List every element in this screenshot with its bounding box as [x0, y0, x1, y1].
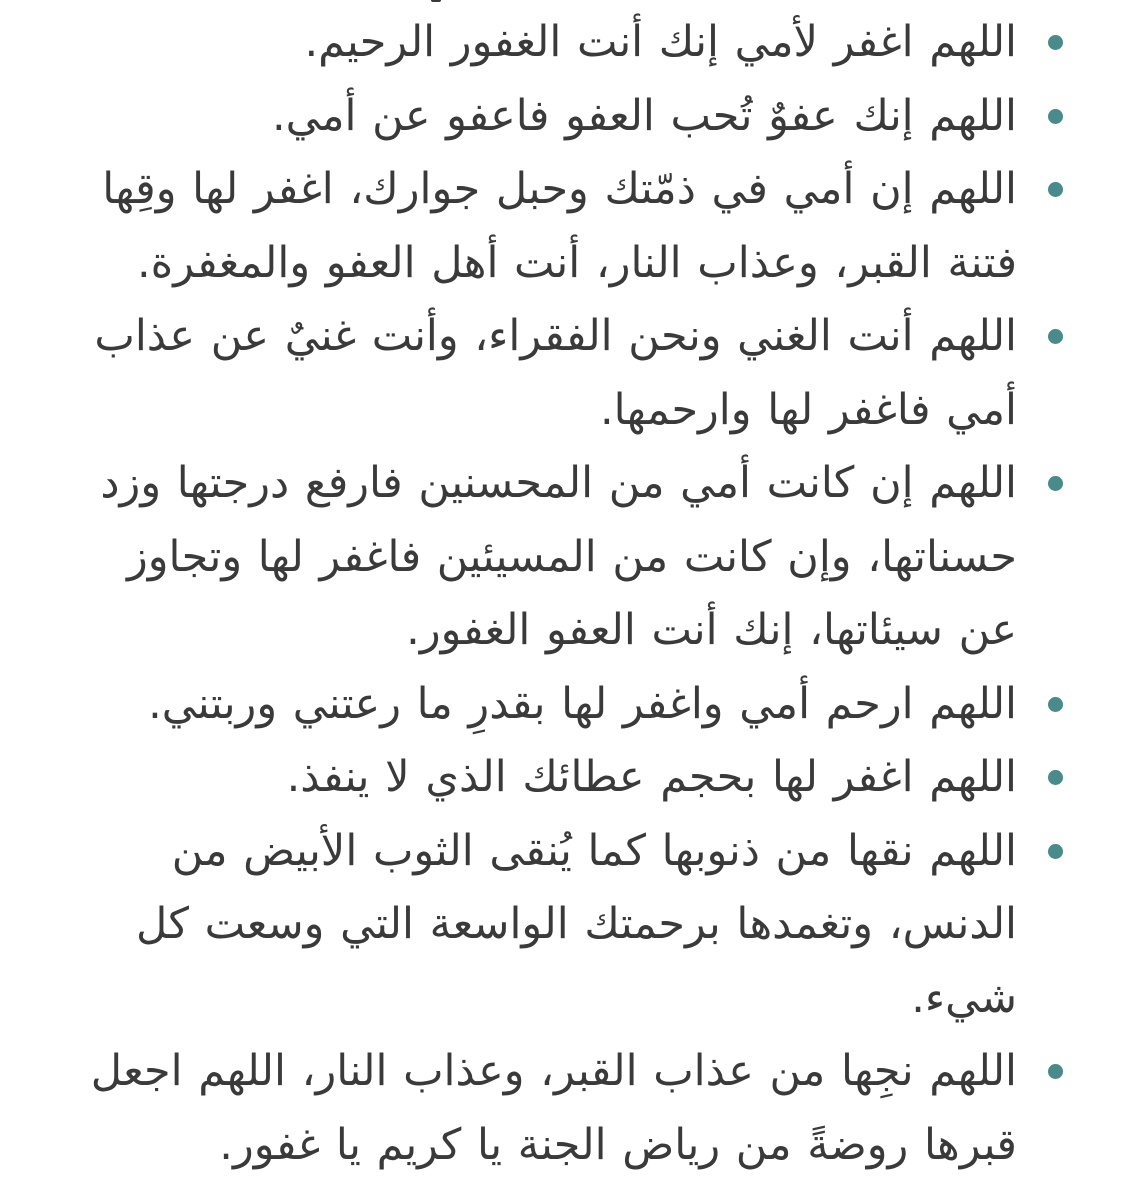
bullet-dot-icon [1048, 1064, 1063, 1079]
dua-list [59, 6, 1089, 1182]
bullet-dot-icon [1048, 770, 1063, 785]
list-item [59, 6, 1089, 80]
list-item [59, 153, 1089, 300]
bullet-dot-icon [1048, 182, 1063, 197]
dua-text: اللهم إن أمي في ذمّتك وحبل جوارك، اغفر لها وقِها فتنة القبر، وعذاب النار، أنت أهل العفو والمغفرة. [102, 164, 1017, 288]
dua-text: اللهم ارحم أمي واغفر لها بقدرِ ما رعتني وربتني. [148, 678, 1017, 729]
dua-text: اللهم اغفر لها بحجم عطائك الذي لا ينفذ. [286, 752, 1017, 802]
bullet-dot-icon [1048, 476, 1063, 491]
bullet-dot-icon [1048, 844, 1063, 859]
bullet-dot-icon [1048, 697, 1063, 712]
bullet-dot-icon [1048, 35, 1063, 50]
dua-text: اللهم إنك عفوٌ تُحب العفو فاعفو عن أمي. [271, 90, 1017, 141]
dua-text: اللهم أنت الغني ونحن الفقراء، وأنت غنيٌ عن عذاب أمي فاغفر لها وارحمها. [94, 311, 1017, 435]
dua-text: اللهم نقها من ذنوبها كما يُنقى الثوب الأبيض من الدنس، وتغمدها برحمتك الواسعة التي وسعت كل شيء. [135, 825, 1017, 1023]
list-item [59, 80, 1089, 154]
list-item [59, 668, 1089, 742]
bullet-dot-icon [1048, 329, 1063, 344]
dua-text: اللهم اغفر لأمي إنك أنت الغفور الرحيم. [304, 17, 1017, 67]
cropped-text-fragment [431, 0, 441, 2]
list-item [59, 300, 1089, 447]
dua-text: اللهم إن كانت أمي من المحسنين فارفع درجتها وزد حسناتها، وإن كانت من المسيئين فاغفر لها وتجاوز عن سيئاتها، إنك أنت العفو الغفور. [100, 458, 1017, 655]
list-item [59, 1035, 1089, 1182]
list-item [59, 741, 1089, 815]
list-item [59, 447, 1089, 668]
dua-text: اللهم نجِها من عذاب القبر، وعذاب النار، اللهم اجعل قبرها روضةً من رياض الجنة يا كريم يا غفور. [90, 1046, 1017, 1170]
bullet-dot-icon [1048, 109, 1063, 124]
list-item [59, 815, 1089, 1036]
